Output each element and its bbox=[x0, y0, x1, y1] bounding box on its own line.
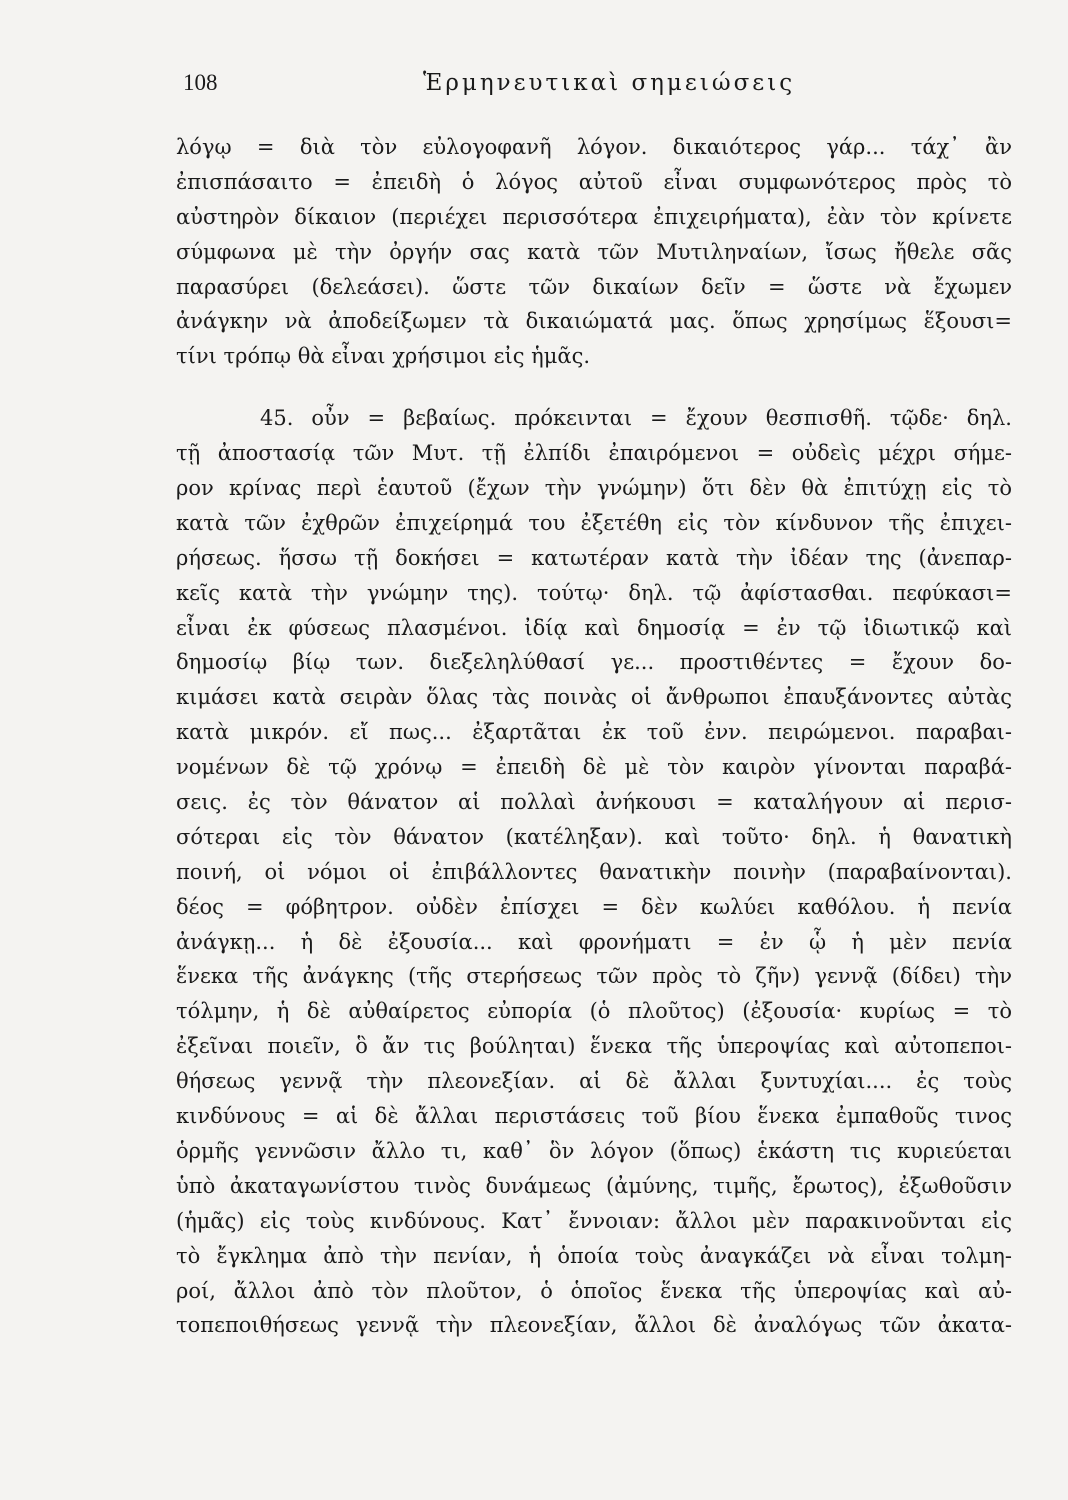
text-line: ἐξεῖναι ποιεῖν, ὃ ἄν τις βούληται) ἕνεκα τῆς ὑπεροψίας καὶ αὐτοπεποι- bbox=[176, 1034, 1012, 1059]
text-line: αὐστηρὸν δίκαιον (περιέχει περισσότερα ἐπιχειρήματα), ἐὰν τὸν κρίνετε bbox=[176, 204, 1012, 229]
text-line: ἀνάγκην νὰ ἀποδείξωμεν τὰ δικαιώματά μας. ὅπως χρησίμως ἕξουσι= bbox=[176, 309, 1012, 334]
text-line: ἀνάγκῃ... ἡ δὲ ἐξουσία... καὶ φρονήματι = ἐν ᾧ ἡ μὲν πενία bbox=[176, 929, 1012, 954]
text-line: νομένων δὲ τῷ χρόνῳ = ἐπειδὴ δὲ μὲ τὸν καιρὸν γίνονται παραβά- bbox=[176, 755, 1012, 780]
text-line: παρασύρει (δελεάσει). ὥστε τῶν δικαίων δεῖν = ὥστε νὰ ἔχωμεν bbox=[176, 274, 1012, 299]
text-line: (ἡμᾶς) εἰς τοὺς κινδύνους. Κατ᾽ ἔννοιαν: ἄλλοι μὲν παρακινοῦνται εἰς bbox=[176, 1208, 1012, 1233]
text-line: ὁρμῆς γεννῶσιν ἄλλο τι, καθ᾽ ὃν λόγον (ὅπως) ἑκάστη τις κυριεύεται bbox=[176, 1138, 1012, 1163]
page-number: 108 bbox=[183, 70, 218, 95]
running-title: Ἑρμηνευτικαὶ σημειώσεις bbox=[423, 70, 796, 96]
text-line: τῇ ἀποστασίᾳ τῶν Μυτ. τῇ ἐλπίδι ἐπαιρόμενοι = οὐδεὶς μέχρι σήμε- bbox=[176, 441, 1012, 466]
text-line: ρήσεως. ἥσσω τῇ δοκήσει = κατωτέραν κατὰ τὴν ἰδέαν της (ἀνεπαρ- bbox=[176, 545, 1012, 570]
text-line: σότεραι εἰς τὸν θάνατον (κατέληξαν). καὶ τοῦτο· δηλ. ἡ θανατικὴ bbox=[176, 824, 1012, 849]
text-line: σεις. ἐς τὸν θάνατον αἱ πολλαὶ ἀνήκουσι = καταλήγουν αἱ περισ- bbox=[176, 790, 1012, 815]
text-line: ἕνεκα τῆς ἀνάγκης (τῆς στερήσεως τῶν πρὸς τὸ ζῆν) γεννᾷ (δίδει) τὴν bbox=[176, 964, 1012, 989]
text-line: σύμφωνα μὲ τὴν ὀργήν σας κατὰ τῶν Μυτιληναίων, ἴσως ἤθελε σᾶς bbox=[176, 239, 1012, 264]
text-line: κιμάσει κατὰ σειρὰν ὅλας τὰς ποινὰς οἱ ἄνθρωποι ἐπαυξάνοντες αὐτὰς bbox=[176, 685, 1012, 710]
text-line: δέος = φόβητρον. οὐδὲν ἐπίσχει = δὲν κωλύει καθόλου. ἡ πενία bbox=[176, 894, 1012, 919]
text-line: ὑπὸ ἀκαταγωνίστου τινὸς δυνάμεως (ἀμύνης, τιμῆς, ἔρωτος), ἐξωθοῦσιν bbox=[176, 1173, 1012, 1198]
text-line: κατὰ μικρόν. εἴ πως... ἐξαρτᾶται ἐκ τοῦ ἐνν. πειρώμενοι. παραβαι- bbox=[176, 720, 1012, 745]
commentary-text bbox=[176, 130, 1012, 1343]
text-line: λόγῳ = διὰ τὸν εὐλογοφανῆ λόγον. δικαιότερος γάρ... τάχ᾽ ἂν bbox=[176, 135, 1012, 159]
text-line: τίνι τρόπῳ θὰ εἶναι χρήσιμοι εἰς ἡμᾶς. bbox=[176, 344, 591, 369]
text-line: τὸ ἔγκλημα ἀπὸ τὴν πενίαν, ἡ ὁποία τοὺς ἀναγκάζει νὰ εἶναι τολμη- bbox=[176, 1243, 1012, 1268]
text-line: ρον κρίνας περὶ ἑαυτοῦ (ἔχων τὴν γνώμην) ὅτι δὲν θὰ ἐπιτύχῃ εἰς τὸ bbox=[176, 476, 1012, 501]
text-line: κινδύνους = αἱ δὲ ἄλλαι περιστάσεις τοῦ βίου ἕνεκα ἐμπαθοῦς τινος bbox=[176, 1104, 1012, 1129]
text-line: κεῖς κατὰ τὴν γνώμην της). τούτῳ· δηλ. τῷ ἀφίστασθαι. πεφύκασι= bbox=[176, 580, 1012, 605]
text-line: ροί, ἄλλοι ἀπὸ τὸν πλοῦτον, ὁ ὁποῖος ἕνεκα τῆς ὑπεροψίας καὶ αὐ- bbox=[176, 1278, 1012, 1303]
text-line: δημοσίῳ βίῳ των. διεξεληλύθασί γε... προστιθέντες = ἔχουν δο- bbox=[176, 650, 1012, 675]
text-line: εἶναι ἐκ φύσεως πλασμένοι. ἰδίᾳ καὶ δημοσίᾳ = ἐν τῷ ἰδιωτικῷ καὶ bbox=[176, 615, 1012, 640]
text-line: κατὰ τῶν ἐχθρῶν ἐπιχείρημά του ἐξετέθη εἰς τὸν κίνδυνον τῆς ἐπιχει- bbox=[176, 510, 1012, 535]
text-line: τόλμην, ἡ δὲ αὐθαίρετος εὐπορία (ὁ πλοῦτος) (ἐξουσία· κυρίως = τὸ bbox=[176, 999, 1012, 1024]
text-line: θήσεως γεννᾷ τὴν πλεονεξίαν. αἱ δὲ ἄλλαι ξυντυχίαι.... ἐς τοὺς bbox=[176, 1069, 1012, 1094]
text-line: ποινή, οἱ νόμοι οἱ ἐπιβάλλοντες θανατικὴν ποινὴν (παραβαίνονται). bbox=[176, 859, 1012, 884]
text-line: ἐπισπάσαιτο = ἐπειδὴ ὁ λόγος αὐτοῦ εἶναι συμφωνότερος πρὸς τὸ bbox=[176, 169, 1012, 194]
text-line: τοπεποιθήσεως γεννᾷ τὴν πλεονεξίαν, ἄλλοι δὲ ἀναλόγως τῶν ἀκατα- bbox=[176, 1313, 1012, 1338]
page-header bbox=[183, 70, 995, 110]
paragraph-45-start: 45. οὖν = βεβαίως. πρόκεινται = ἔχουν θεσπισθῆ. τῷδε· δηλ. bbox=[260, 406, 1012, 431]
